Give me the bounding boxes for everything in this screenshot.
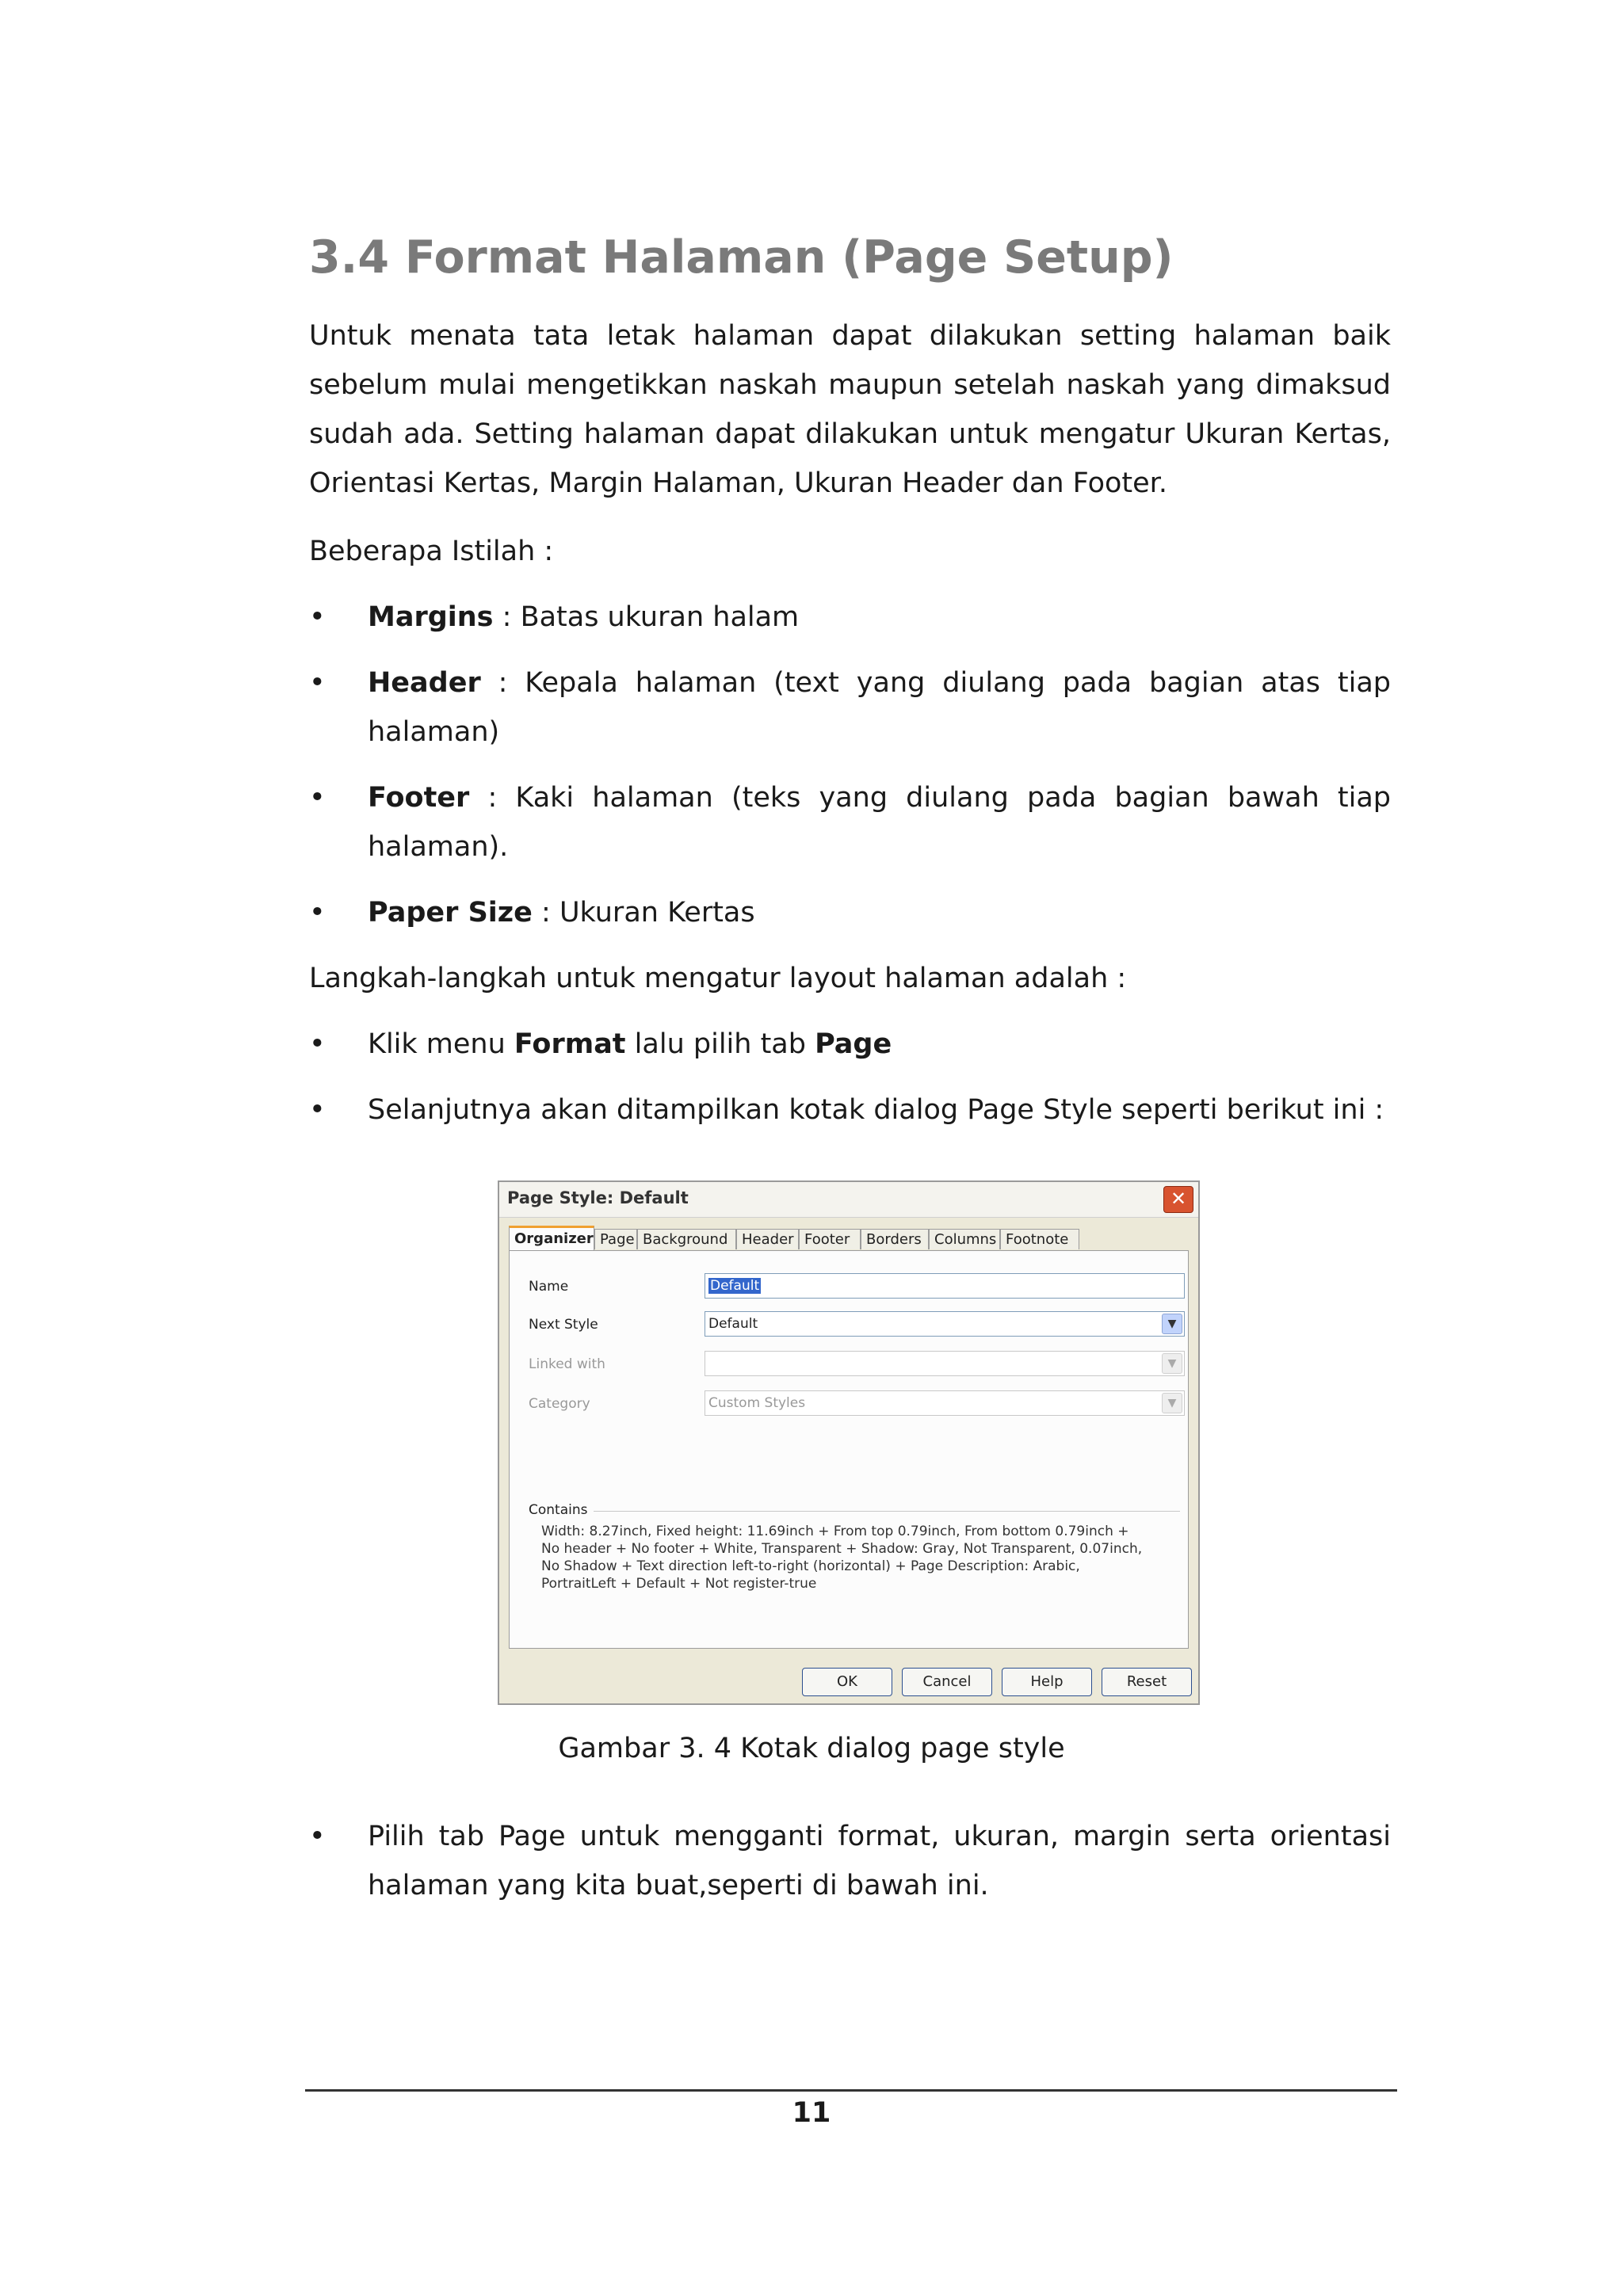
intro-line-3: sudah ada. Setting halaman dapat dilakukan untuk mengatur Ukuran Kertas, (309, 418, 1391, 450)
chevron-down-icon[interactable]: ▼ (1162, 1314, 1182, 1334)
bullet-icon: • (309, 601, 326, 633)
bullet-icon: • (309, 782, 326, 814)
tab-columns[interactable]: Columns (929, 1229, 1000, 1249)
tab-footnote[interactable]: Footnote (1000, 1229, 1079, 1249)
term-name: Footer (368, 782, 470, 814)
ok-button[interactable]: OK (802, 1668, 892, 1696)
step-item-page-tab (309, 1812, 1391, 1910)
term-item-margins: • Margins : Batas ukuran halam (309, 593, 1391, 642)
name-label: Name (529, 1279, 569, 1295)
term-item-paper-size: • Paper Size : Ukuran Kertas (309, 888, 1391, 937)
help-button[interactable]: Help (1002, 1668, 1092, 1696)
intro-line-1: Untuk menata tata letak halaman dapat dilakukan setting halaman baik (309, 320, 1391, 352)
term-item-header: • Header : Kepala halaman (text yang diulang pada bagian atas tiap halaman) (309, 658, 1391, 757)
page-number: 11 (792, 2097, 831, 2129)
contains-label: Contains (529, 1502, 588, 1518)
figure-caption: Gambar 3. 4 Kotak dialog page style (558, 1733, 1065, 1764)
intro-paragraph (309, 311, 1391, 508)
page-style-dialog (498, 1180, 1200, 1705)
contains-divider (594, 1511, 1180, 1512)
intro-line-4: Orientasi Kertas, Margin Halaman, Ukuran Header dan Footer. (309, 467, 1167, 499)
linked-with-select (705, 1351, 1185, 1376)
section-heading: 3.4 Format Halaman (Page Setup) (309, 231, 1174, 284)
cancel-button[interactable]: Cancel (902, 1668, 992, 1696)
bullet-icon: • (309, 1821, 326, 1852)
category-select: Custom Styles ▼ (705, 1390, 1185, 1416)
category-label: Category (529, 1396, 590, 1412)
tab-borders[interactable]: Borders (861, 1229, 929, 1249)
dialog-title: Page Style: Default (507, 1188, 689, 1207)
chevron-down-icon: ▼ (1162, 1353, 1182, 1374)
reset-button[interactable]: Reset (1102, 1668, 1192, 1696)
footer-divider (305, 2089, 1397, 2092)
tab-footer[interactable]: Footer (799, 1229, 861, 1249)
terms-intro: Beberapa Istilah : (309, 536, 554, 567)
next-style-select[interactable]: Default ▼ (705, 1311, 1185, 1337)
intro-line-2: sebelum mulai mengetikkan naskah maupun setelah naskah yang dimaksud (309, 369, 1391, 401)
term-desc: Batas ukuran halam (520, 601, 800, 633)
tab-background[interactable]: Background (637, 1229, 736, 1249)
name-input[interactable]: Default (705, 1273, 1185, 1299)
step-text: Pilih tab Page untuk mengganti format, ukuran, margin serta orientasi halaman yang kita buat,seperti di bawah ini. (368, 1821, 1391, 1901)
tab-organizer[interactable]: Organizer (509, 1226, 594, 1251)
step-item-format-menu: • Klik menu Format lalu pilih tab Page (309, 1020, 1391, 1069)
contains-text: Width: 8.27inch, Fixed height: 11.69inch + From top 0.79inch, From bottom 0.79inch + No header + No footer + White, Transparent + Shadow: Gray, Not Transparent, 0.07inch, No Shadow + Text direction left-to-right (horizontal) + Page Description: Arabic, PortraitLeft + Default + Not register-true (541, 1524, 1143, 1592)
term-desc: Kaki halaman (teks yang diulang pada bagian bawah tiap halaman). (368, 782, 1391, 863)
term-desc: Kepala halaman (text yang diulang pada bagian atas tiap halaman) (368, 667, 1391, 748)
term-name: Paper Size (368, 897, 533, 929)
bullet-icon: • (309, 667, 326, 699)
linked-with-label: Linked with (529, 1356, 605, 1372)
step-item-dialog (309, 1085, 1391, 1135)
tab-header[interactable]: Header (736, 1229, 799, 1249)
tab-page[interactable]: Page (594, 1229, 637, 1249)
next-style-label: Next Style (529, 1317, 598, 1333)
step-text: Selanjutnya akan ditampilkan kotak dialog Page Style seperti berikut ini : (368, 1094, 1384, 1126)
bullet-icon: • (309, 897, 326, 929)
bullet-icon: • (309, 1028, 326, 1060)
steps-intro: Langkah-langkah untuk mengatur layout halaman adalah : (309, 963, 1127, 994)
bullet-icon: • (309, 1094, 326, 1126)
chevron-down-icon: ▼ (1162, 1393, 1182, 1413)
close-icon[interactable]: ✕ (1163, 1186, 1193, 1213)
term-name: Margins (368, 601, 494, 633)
organizer-panel (509, 1250, 1189, 1649)
term-desc: Ukuran Kertas (559, 897, 755, 929)
dialog-titlebar (499, 1182, 1198, 1218)
term-item-footer: • Footer : Kaki halaman (teks yang diulang pada bagian bawah tiap halaman). (309, 773, 1391, 871)
term-name: Header (368, 667, 481, 699)
